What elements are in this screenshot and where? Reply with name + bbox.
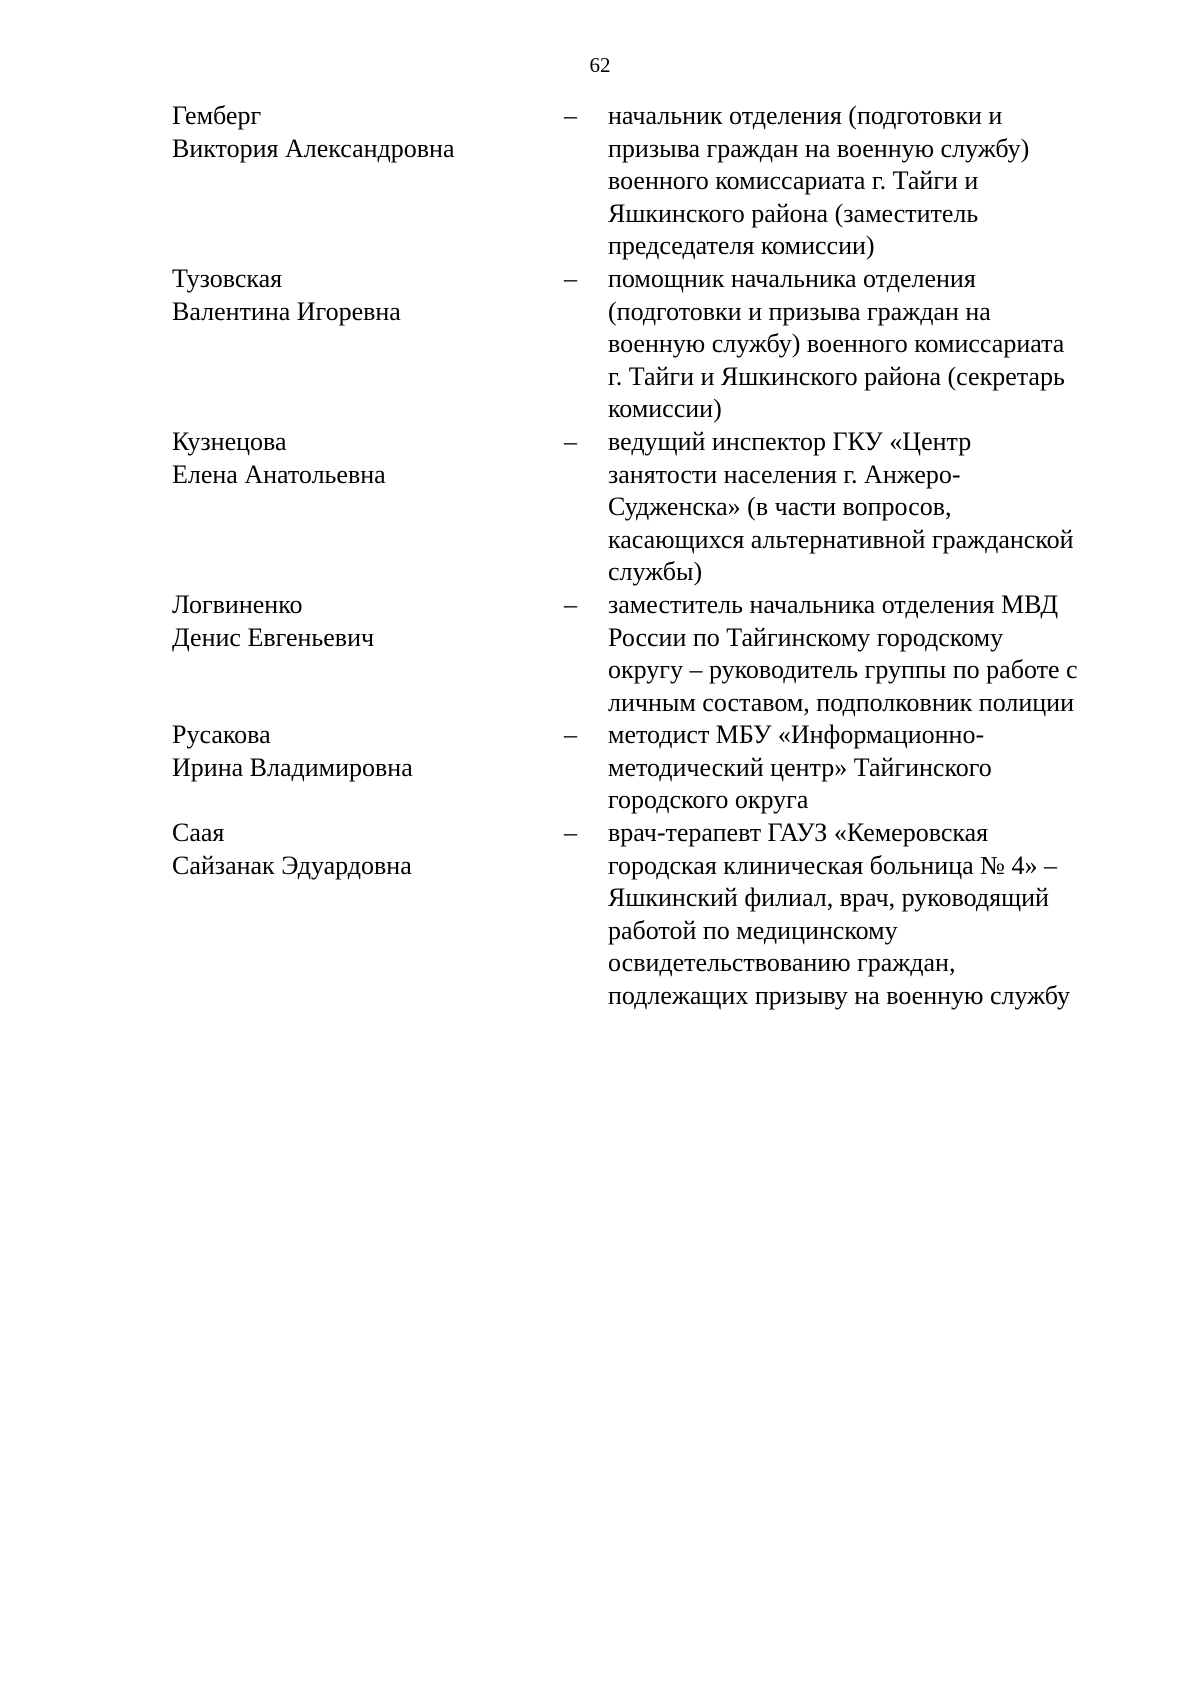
role-line: методический центр» Тайгинского [608,752,992,782]
member-surname: Кузнецова [172,426,287,456]
member-given-names: Ирина Владимировна [172,752,413,782]
member-entry [172,817,1172,1013]
member-entry [172,263,1172,426]
member-dash: – [564,426,577,456]
member-role [608,100,1172,263]
role-line: службы) [608,557,703,587]
role-line: касающихся альтернативной гражданской [608,524,1074,554]
role-line: освидетельствованию граждан, [608,948,956,978]
member-role [608,426,1172,589]
member-given-names: Валентина Игоревна [172,296,401,326]
member-surname: Русакова [172,720,271,750]
member-name [172,426,564,589]
role-line: председателя комиссии) [608,231,875,261]
member-surname: Саая [172,818,225,848]
member-role [608,719,1172,817]
member-name [172,589,564,719]
role-line: работой по медицинскому [608,915,898,945]
member-entry [172,589,1172,719]
member-surname: Логвиненко [172,589,303,619]
member-dash: – [564,720,577,750]
role-line: методист МБУ «Информационно- [608,720,985,750]
member-dash: – [564,589,577,619]
role-line: личным составом, подполковник полиции [608,687,1074,717]
role-line: г. Тайги и Яшкинского района (секретарь [608,361,1065,391]
member-dash: – [564,818,577,848]
member-entry [172,100,1172,263]
role-line: военного комиссариата г. Тайги и [608,166,979,196]
role-line: ведущий инспектор ГКУ «Центр [608,426,972,456]
role-line: помощник начальника отделения [608,263,976,293]
role-line: России по Тайгинскому городскому [608,622,1004,652]
member-given-names: Сайзанак Эдуардовна [172,850,412,880]
role-line: врач-терапевт ГАУЗ «Кемеровская [608,818,989,848]
role-line: призыва граждан на военную службу) [608,133,1030,163]
member-given-names: Елена Анатольевна [172,459,386,489]
member-role [608,817,1172,1013]
member-dash: – [564,263,577,293]
member-entry [172,426,1172,589]
role-line: Яшкинский филиал, врач, руководящий [608,883,1049,913]
role-line: (подготовки и призыва граждан на [608,296,991,326]
role-line: подлежащих призыву на военную службу [608,981,1070,1011]
member-role [608,589,1172,719]
role-line: комиссии) [608,394,722,424]
member-name [172,100,564,263]
member-entry [172,719,1172,817]
role-line: Яшкинского района (заместитель [608,198,979,228]
member-given-names: Виктория Александровна [172,133,455,163]
role-line: начальник отделения (подготовки и [608,101,1003,130]
member-dash: – [564,101,577,130]
member-name [172,263,564,426]
role-line: Судженска» (в части вопросов, [608,492,952,522]
role-line: заместитель начальника отделения МВД [608,589,1059,619]
page-number: 62 [589,53,611,77]
role-line: занятости населения г. Анжеро- [608,459,961,489]
role-line: военную службу) военного комиссариата [608,329,1065,359]
role-line: округу – руководитель группы по работе с [608,655,1078,685]
member-given-names: Денис Евгеньевич [172,622,375,652]
role-line: городского округа [608,785,809,815]
member-surname: Тузовская [172,263,283,293]
member-name [172,817,564,1013]
commission-members-list [172,100,1172,1013]
member-role [608,263,1172,426]
member-name [172,719,564,817]
member-surname: Гемберг [172,101,262,130]
role-line: городская клиническая больница № 4» – [608,850,1057,880]
